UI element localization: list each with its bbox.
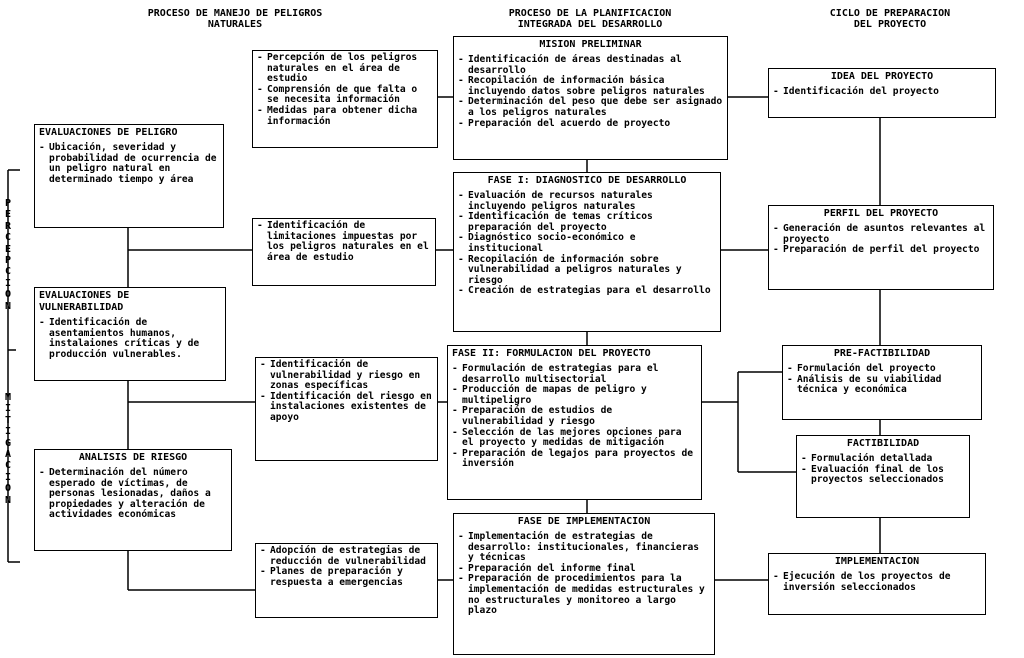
list-item: - Identificación de temas críticos preparación del proyecto [458,212,716,233]
list-item: - Determinación del número esperado de víctimas, de personas lesionadas, daños a propiedades y alteración de actividades económicas [39,468,227,521]
list-item: - Identificación del riesgo en instalaciones existentes de apoyo [260,392,433,424]
list-item: - Evaluación de recursos naturales incluyendo peligros naturales [458,191,716,212]
perfil-proyecto-box [768,205,994,290]
list-item: - Preparación del acuerdo de proyecto [458,119,723,130]
list-item: - Formulación del proyecto [787,364,977,375]
list-item: - Identificación de áreas destinadas al desarrollo [458,55,723,76]
list-item: - Producción de mapas de peligro y multipeligro [452,385,697,406]
list-item: - Recopilación de información sobre vulnerabilidad a peligros naturales y riesgo [458,255,716,287]
middle-box-vulnerabilidad [255,357,438,461]
list-item: - Diagnóstico socio-económico e institucional [458,233,716,254]
mision-preliminar-title: MISION PRELIMINAR [539,39,642,50]
list-item: - Preparación de estudios de vulnerabilidad y riesgo [452,406,697,427]
middle-box-estrategias [255,543,438,618]
list-item: - Planes de preparación y respuesta a emergencias [260,567,433,588]
idea-proyecto-title: IDEA DEL PROYECTO [830,71,934,82]
list-item: - Preparación del informe final [458,564,710,575]
list-item: - Generación de asuntos relevantes al proyecto [773,224,989,245]
perfil-proyecto-title: PERFIL DEL PROYECTO [823,208,939,219]
label-mitigacion: MITIGACION [4,392,12,506]
evaluaciones-vulnerabilidad-title: EVALUACIONES DE VULNERABILIDAD [39,290,130,313]
list-item: - Medidas para obtener dicha información [257,106,433,127]
pre-factibilidad-box [782,345,982,420]
list-item: - Preparación de legajos para proyectos de inversión [452,449,697,470]
header-left: PROCESO DE MANEJO DE PELIGROS NATURALES [147,8,323,30]
list-item: - Ubicación, severidad y probabilidad de ocurrencia de un peligro natural en determinado tiempo y área [39,143,219,185]
middle-box-percepcion [252,50,438,148]
label-percepcion: PERCEPCION [4,198,12,312]
evaluaciones-vulnerabilidad-box [34,287,226,381]
mision-preliminar-box [453,36,728,160]
list-item: - Identificación del proyecto [773,87,991,98]
fase-implementacion-title: FASE DE IMPLEMENTACION [517,516,651,527]
fase2-box [447,345,702,500]
implementacion-box [768,553,986,615]
evaluaciones-peligro-title: EVALUACIONES DE PELIGRO [39,127,178,138]
list-item: - Implementación de estrategias de desarrollo: institucionales, financieras y técnicas [458,532,710,564]
list-item: - Preparación de perfil del proyecto [773,245,989,256]
fase2-title: FASE II: FORMULACION DEL PROYECTO [452,348,651,359]
factibilidad-title: FACTIBILIDAD [846,438,920,449]
list-item: - Identificación de limitaciones impuestas por los peligros naturales en el área de estudio [257,221,431,263]
idea-proyecto-box [768,68,996,118]
middle-box-limitaciones [252,218,436,286]
fase-implementacion-box [453,513,715,655]
pre-factibilidad-title: PRE-FACTIBILIDAD [833,348,931,359]
list-item: - Análisis de su viabilidad técnica y económica [787,375,977,396]
fase1-box [453,172,721,332]
analisis-riesgo-box [34,449,232,551]
header-right: CICLO DE PREPARACION DEL PROYECTO [829,8,951,30]
list-item: - Selección de las mejores opciones para el proyecto y medidas de mitigación [452,428,697,449]
analisis-riesgo-title-text: ANALISIS DE RIESGO [78,452,188,463]
implementacion-title: IMPLEMENTACION [834,556,920,567]
fase1-title: FASE I: DIAGNOSTICO DE DESARROLLO [487,175,687,186]
list-item: - Percepción de los peligros naturales en el área de estudio [257,53,433,85]
list-item: - Formulación detallada [801,454,965,465]
list-item: - Identificación de vulnerabilidad y riesgo en zonas específicas [260,360,433,392]
list-item: - Formulación de estrategias para el desarrollo multisectorial [452,364,697,385]
evaluaciones-peligro-box [34,124,224,228]
list-item: - Preparación de procedimientos para la implementación de medidas estructurales y no estructurales y monitoreo a largo plazo [458,574,710,616]
factibilidad-box [796,435,970,518]
list-item: - Creación de estrategias para el desarrollo [458,286,716,297]
list-item: - Adopción de estrategias de reducción de vulnerabilidad [260,546,433,567]
list-item: - Determinación del peso que debe ser asignado a los peligros naturales [458,97,723,118]
list-item: - Ejecución de los proyectos de inversión seleccionados [773,572,981,593]
list-item: - Comprensión de que falta o se necesita información [257,85,433,106]
list-item: - Evaluación final de los proyectos seleccionados [801,465,965,486]
list-item: - Recopilación de información básica incluyendo datos sobre peligros naturales [458,76,723,97]
header-center: PROCESO DE LA PLANIFICACION INTEGRADA DEL DESARROLLO [508,8,672,30]
list-item: - Identificación de asentamientos humanos, instalaiones críticas y de producción vulnerables. [39,318,221,360]
